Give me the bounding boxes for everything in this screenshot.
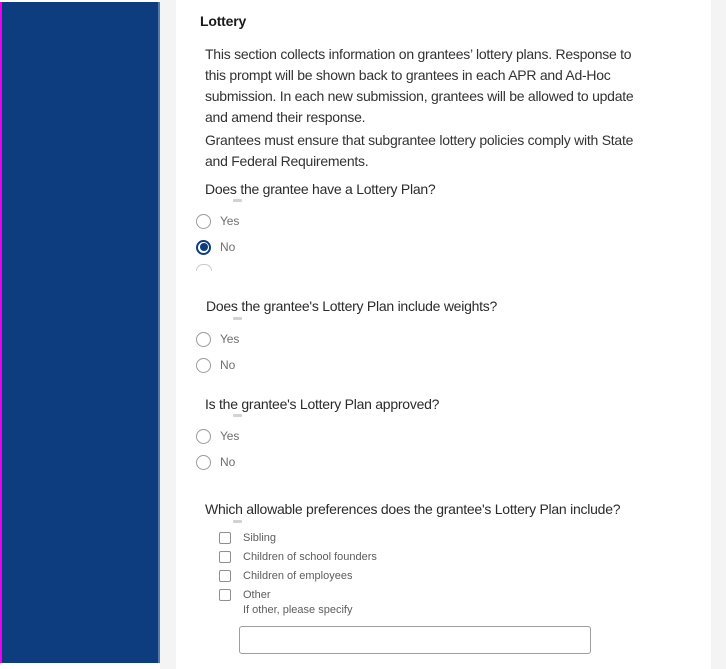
paragraph-line: this prompt will be shown back to grantees in each APR and Ad-Hoc	[205, 67, 611, 83]
paragraph-line: Grantees must ensure that subgrantee lottery policies comply with State	[205, 132, 634, 148]
checkbox-option-sibling[interactable]	[219, 531, 276, 544]
navigation-sidebar	[2, 2, 160, 663]
radio-icon[interactable]	[196, 429, 211, 444]
required-marker	[233, 414, 242, 417]
required-marker	[233, 317, 242, 320]
checkbox-option-other[interactable]	[219, 588, 271, 601]
radio-icon[interactable]	[196, 332, 211, 347]
radio-option-no[interactable]	[196, 357, 235, 373]
checkbox-option-label[interactable]: Other	[243, 588, 271, 601]
radio-icon[interactable]	[196, 214, 211, 229]
question-allowable-preferences: Which allowable preferences does the grantee's Lottery Plan include?	[205, 501, 621, 517]
radio-option-label[interactable]: Yes	[220, 429, 240, 443]
question-plan-approved: Is the grantee's Lottery Plan approved?	[205, 396, 440, 412]
section-title: Lottery	[200, 13, 247, 29]
radio-icon[interactable]	[196, 455, 211, 470]
intro-paragraph-1	[205, 44, 633, 128]
radio-option-no[interactable]	[196, 239, 235, 255]
paragraph-line: and amend their response.	[205, 109, 366, 125]
paragraph-line: This section collects information on grantees’ lottery plans. Response to	[205, 46, 632, 62]
checkbox-option-children-of-school-founders[interactable]	[219, 550, 377, 563]
paragraph-line: submission. In each new submission, grantees will be allowed to update	[205, 88, 634, 104]
checkbox-icon[interactable]	[219, 589, 231, 601]
radio-option-label[interactable]: Yes	[220, 332, 240, 346]
checkbox-option-label[interactable]: Children of employees	[243, 569, 353, 582]
radio-option-label[interactable]: No	[220, 240, 236, 254]
radio-option-yes[interactable]	[196, 331, 239, 347]
radio-icon-selected[interactable]	[196, 240, 211, 255]
required-marker	[233, 520, 242, 523]
checkbox-icon[interactable]	[219, 532, 231, 544]
lottery-section-panel	[176, 0, 711, 669]
right-gutter	[711, 0, 726, 669]
checkbox-option-children-of-employees[interactable]	[219, 569, 352, 582]
question-plan-includes-weights: Does the grantee's Lottery Plan include weights?	[206, 298, 498, 314]
radio-option-no[interactable]	[196, 454, 235, 470]
if-other-specify-label: If other, please specify	[243, 604, 353, 616]
intro-paragraph-2	[205, 130, 633, 172]
clipped-radio-arc	[196, 264, 212, 271]
radio-option-label[interactable]: Yes	[220, 214, 240, 228]
paragraph-line: and Federal Requirements.	[205, 153, 369, 169]
left-gutter	[160, 0, 176, 669]
checkbox-option-label[interactable]: Children of school founders	[243, 550, 377, 563]
checkbox-option-label[interactable]: Sibling	[243, 531, 277, 544]
checkbox-icon[interactable]	[219, 551, 231, 563]
other-specify-input[interactable]	[239, 626, 591, 654]
radio-option-label[interactable]: No	[220, 358, 236, 372]
required-marker	[233, 199, 242, 202]
radio-option-yes[interactable]	[196, 213, 239, 229]
radio-option-label[interactable]: No	[220, 455, 236, 469]
radio-icon[interactable]	[196, 358, 211, 373]
checkbox-icon[interactable]	[219, 570, 231, 582]
question-has-lottery-plan: Does the grantee have a Lottery Plan?	[205, 181, 436, 197]
radio-option-yes[interactable]	[196, 428, 239, 444]
